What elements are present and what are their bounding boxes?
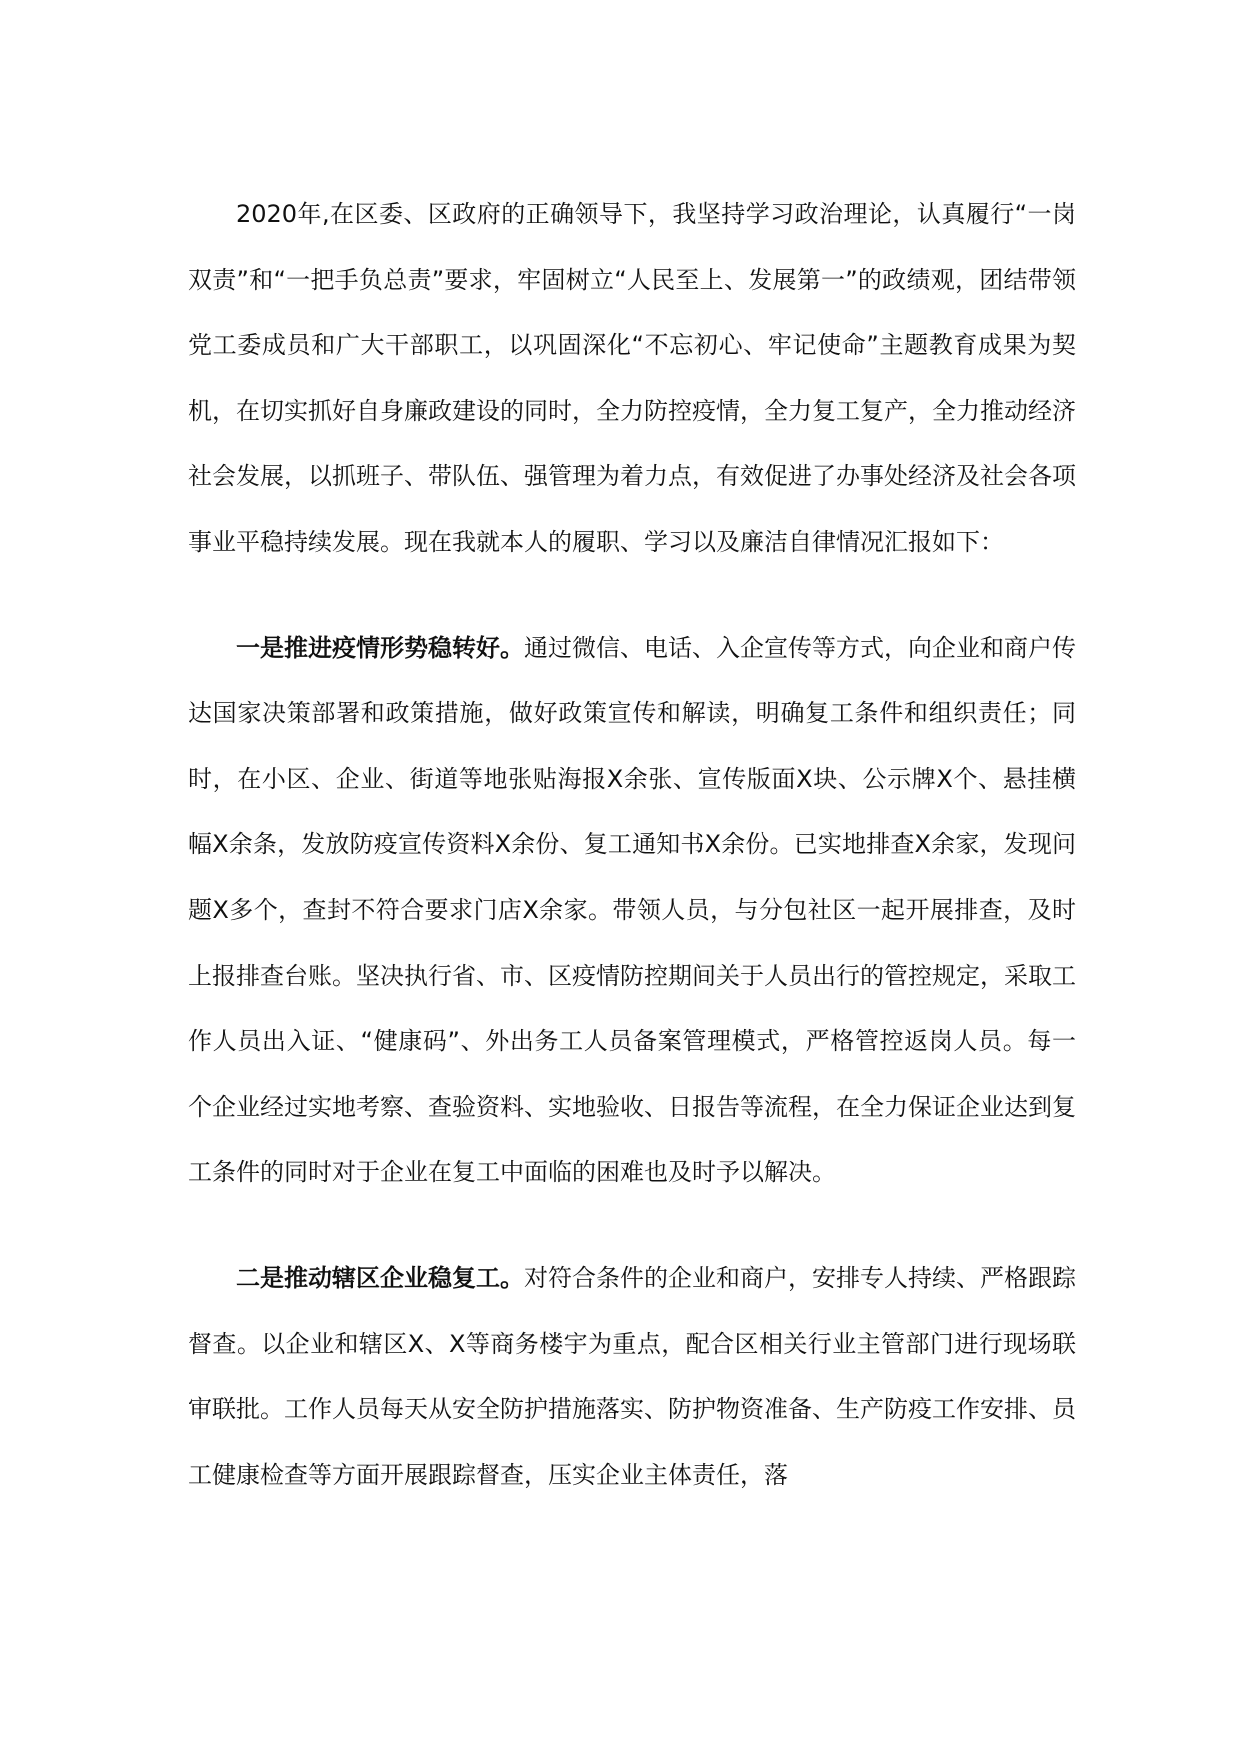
document-body — [188, 182, 1076, 1508]
paragraph-text: 2020年,在区委、区政府的正确领导下，我坚持学习政治理论，认真履行“一岗双责”和“一把手负总责”要求，牢固树立“人民至上、发展第一”的政绩观，团结带领党工委成员和广大干部职工，以巩固深化“不忘初心、牢记使命”主题教育成果为契机，在切实抓好自身廉政建设的同时，全力防控疫情，全力复工复产，全力推动经济社会发展，以抓班子、带队伍、强管理为着力点，有效促进了办事处经济及社会各项事业平稳持续发展。现在我就本人的履职、学习以及廉洁自律情况汇报如下： — [188, 200, 1076, 556]
paragraph-epidemic — [188, 616, 1076, 1206]
paragraph-resumption — [188, 1246, 1076, 1508]
paragraph-text: 对符合条件的企业和商户，安排专人持续、严格跟踪督查。以企业和辖区X、X等商务楼宇为重点，配合区相关行业主管部门进行现场联审联批。工作人员每天从安全防护措施落实、防护物资准备、生产防疫工作安排、员工健康检查等方面开展跟踪督查，压实企业主体责任，落 — [188, 1263, 1076, 1489]
paragraph-text: 通过微信、电话、入企宣传等方式，向企业和商户传达国家决策部署和政策措施，做好政策宣传和解读，明确复工条件和组织责任；同时，在小区、企业、街道等地张贴海报X余张、宣传版面X块、公示牌X个、悬挂横幅X余条，发放防疫宣传资料X余份、复工通知书X余份。已实地排查X余家，发现问题X多个，查封不符合要求门店X余家。带领人员，与分包社区一起开展排查，及时上报排查台账。坚决执行省、市、区疫情防控期间关于人员出行的管控规定，采取工作人员出入证、“健康码”、外出务工人员备案管理模式，严格管控返岗人员。每一个企业经过实地考察、查验资料、实地验收、日报告等流程，在全力保证企业达到复工条件的同时对于企业在复工中面临的困难也及时予以解决。 — [188, 633, 1076, 1187]
paragraph-spacer — [188, 576, 1076, 616]
paragraph-intro — [188, 182, 1076, 576]
paragraph-lead: 一是推进疫情形势稳转好。 — [236, 633, 524, 662]
paragraph-lead: 二是推动辖区企业稳复工。 — [236, 1263, 524, 1292]
paragraph-spacer — [188, 1206, 1076, 1246]
